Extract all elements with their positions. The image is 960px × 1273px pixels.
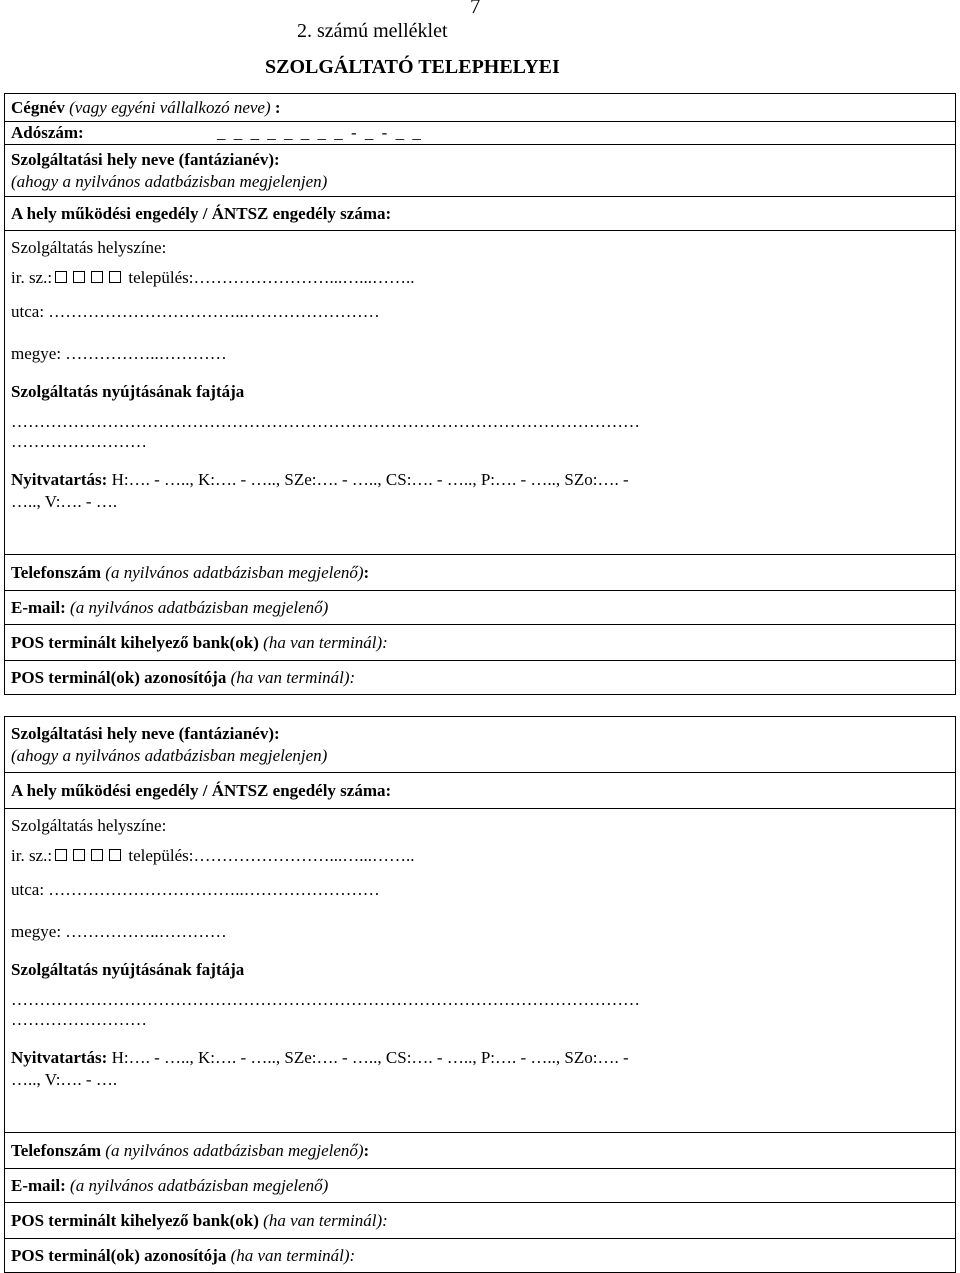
settlement-dots: ……………………...…...…….. [193,846,415,865]
county-label: megye: [11,344,62,363]
email-field[interactable] [5,591,956,625]
place-name-note: (ahogy a nyilvános adatbázisban megjelenjen) [11,745,328,765]
zip-box-4[interactable] [109,271,121,283]
county-dots: ……………..………… [65,922,227,941]
phone-colon: : [363,562,370,582]
service-dots-1[interactable]: ………………………………………………………………………………………………… [11,412,640,431]
email-note: (a nyilvános adatbázisban megjelenő) [70,1175,329,1195]
email-label: E-mail: [11,597,66,617]
pos-bank-field[interactable] [5,625,956,661]
email-label: E-mail: [11,1175,66,1195]
zip-label: ir. sz.: [11,846,53,865]
settlement-label: település: [128,268,194,287]
phone-note: (a nyilvános adatbázisban megjelenő) [105,1140,364,1160]
zip-settlement-line[interactable] [11,267,949,301]
site-table-1 [4,93,956,695]
pos-bank-field-2[interactable] [5,1203,956,1239]
service-dots-1[interactable]: ………………………………………………………………………………………………… [11,990,640,1009]
annex-title: 2. számú melléklet [297,20,448,42]
place-name-label: Szolgáltatási hely neve (fantázianév): [11,149,280,169]
email-field-2[interactable] [5,1169,956,1203]
hours-label: Nyitvatartás: [11,470,108,489]
page-number: 7 [470,0,481,18]
service-type-label: Szolgáltatás nyújtásának fajtája [11,960,245,979]
settlement-label: település: [128,846,194,865]
company-name-label: Cégnév [11,97,65,117]
pos-id-label: POS terminál(ok) azonosítója [11,667,227,687]
location-block [5,231,956,555]
hours-values-1: H:…. - ….., K:…. - ….., SZe:…. - ….., CS:…. - ….., P:…. - ….., SZo:…. - [111,470,629,489]
tax-number-field[interactable] [5,122,956,145]
company-name-note: (vagy egyéni vállalkozó neve) [69,97,271,117]
location-label: Szolgáltatás helyszíne: [11,816,167,835]
hours-label: Nyitvatartás: [11,1048,108,1067]
hours-values-1: H:…. - ….., K:…. - ….., SZe:…. - ….., CS:…. - ….., P:…. - ….., SZo:…. - [111,1048,629,1067]
hours-line-1[interactable] [11,1047,949,1069]
zip-settlement-line[interactable] [11,845,949,879]
pos-id-field[interactable] [5,661,956,695]
place-name-field[interactable] [5,145,956,197]
location-label: Szolgáltatás helyszíne: [11,238,167,257]
zip-box-2[interactable] [73,849,85,861]
zip-box-3[interactable] [91,271,103,283]
hours-line-1[interactable] [11,469,949,491]
pos-bank-note: (ha van terminál): [263,632,388,652]
county-line[interactable] [11,343,949,381]
permit-number-field[interactable] [5,197,956,231]
place-name-label: Szolgáltatási hely neve (fantázianév): [11,723,280,743]
zip-box-1[interactable] [55,271,67,283]
tax-number-label: Adószám: [11,123,84,142]
company-name-colon: : [270,97,281,117]
street-label: utca: [11,880,45,899]
phone-field[interactable] [5,555,956,591]
phone-label: Telefonszám [11,1140,102,1160]
settlement-dots: ……………………...…...…….. [193,268,415,287]
hours-line-2[interactable]: ….., V:…. - …. [11,492,118,511]
county-dots: ……………..………… [65,344,227,363]
zip-box-1[interactable] [55,849,67,861]
service-type-label: Szolgáltatás nyújtásának fajtája [11,382,245,401]
street-dots: ……………………………..…………………… [48,302,380,321]
street-label: utca: [11,302,45,321]
pos-bank-label: POS terminált kihelyező bank(ok) [11,1210,259,1230]
permit-number-field-2[interactable] [5,773,956,809]
place-name-field-2[interactable] [5,717,956,773]
phone-colon: : [363,1140,370,1160]
permit-number-label: A hely működési engedély / ÁNTSZ engedély száma: [11,203,392,223]
location-block-2 [5,809,956,1133]
email-note: (a nyilvános adatbázisban megjelenő) [70,597,329,617]
street-line[interactable] [11,879,949,921]
phone-note: (a nyilvános adatbázisban megjelenő) [105,562,364,582]
pos-id-note: (ha van terminál): [230,667,356,687]
tax-number-template: _ _ _ _ _ _ _ _ - _ - _ _ [217,123,423,142]
county-line[interactable] [11,921,949,959]
zip-label: ir. sz.: [11,268,53,287]
zip-box-2[interactable] [73,271,85,283]
site-table-2 [4,716,956,1273]
phone-label: Telefonszám [11,562,102,582]
pos-bank-label: POS terminált kihelyező bank(ok) [11,632,259,652]
zip-box-3[interactable] [91,849,103,861]
street-line[interactable] [11,301,949,343]
pos-id-label: POS terminál(ok) azonosítója [11,1245,227,1265]
street-dots: ……………………………..…………………… [48,880,380,899]
pos-id-note: (ha van terminál): [230,1245,356,1265]
place-name-note: (ahogy a nyilvános adatbázisban megjelenjen) [11,171,328,191]
form-title: SZOLGÁLTATÓ TELEPHELYEI [265,56,560,78]
phone-field-2[interactable] [5,1133,956,1169]
hours-line-2[interactable]: ….., V:…. - …. [11,1070,118,1089]
service-dots-2[interactable]: …………………… [11,1010,147,1029]
zip-box-4[interactable] [109,849,121,861]
pos-bank-note: (ha van terminál): [263,1210,388,1230]
company-name-field[interactable] [5,94,956,122]
permit-number-label: A hely működési engedély / ÁNTSZ engedély száma: [11,780,392,800]
service-dots-2[interactable]: …………………… [11,432,147,451]
county-label: megye: [11,922,62,941]
